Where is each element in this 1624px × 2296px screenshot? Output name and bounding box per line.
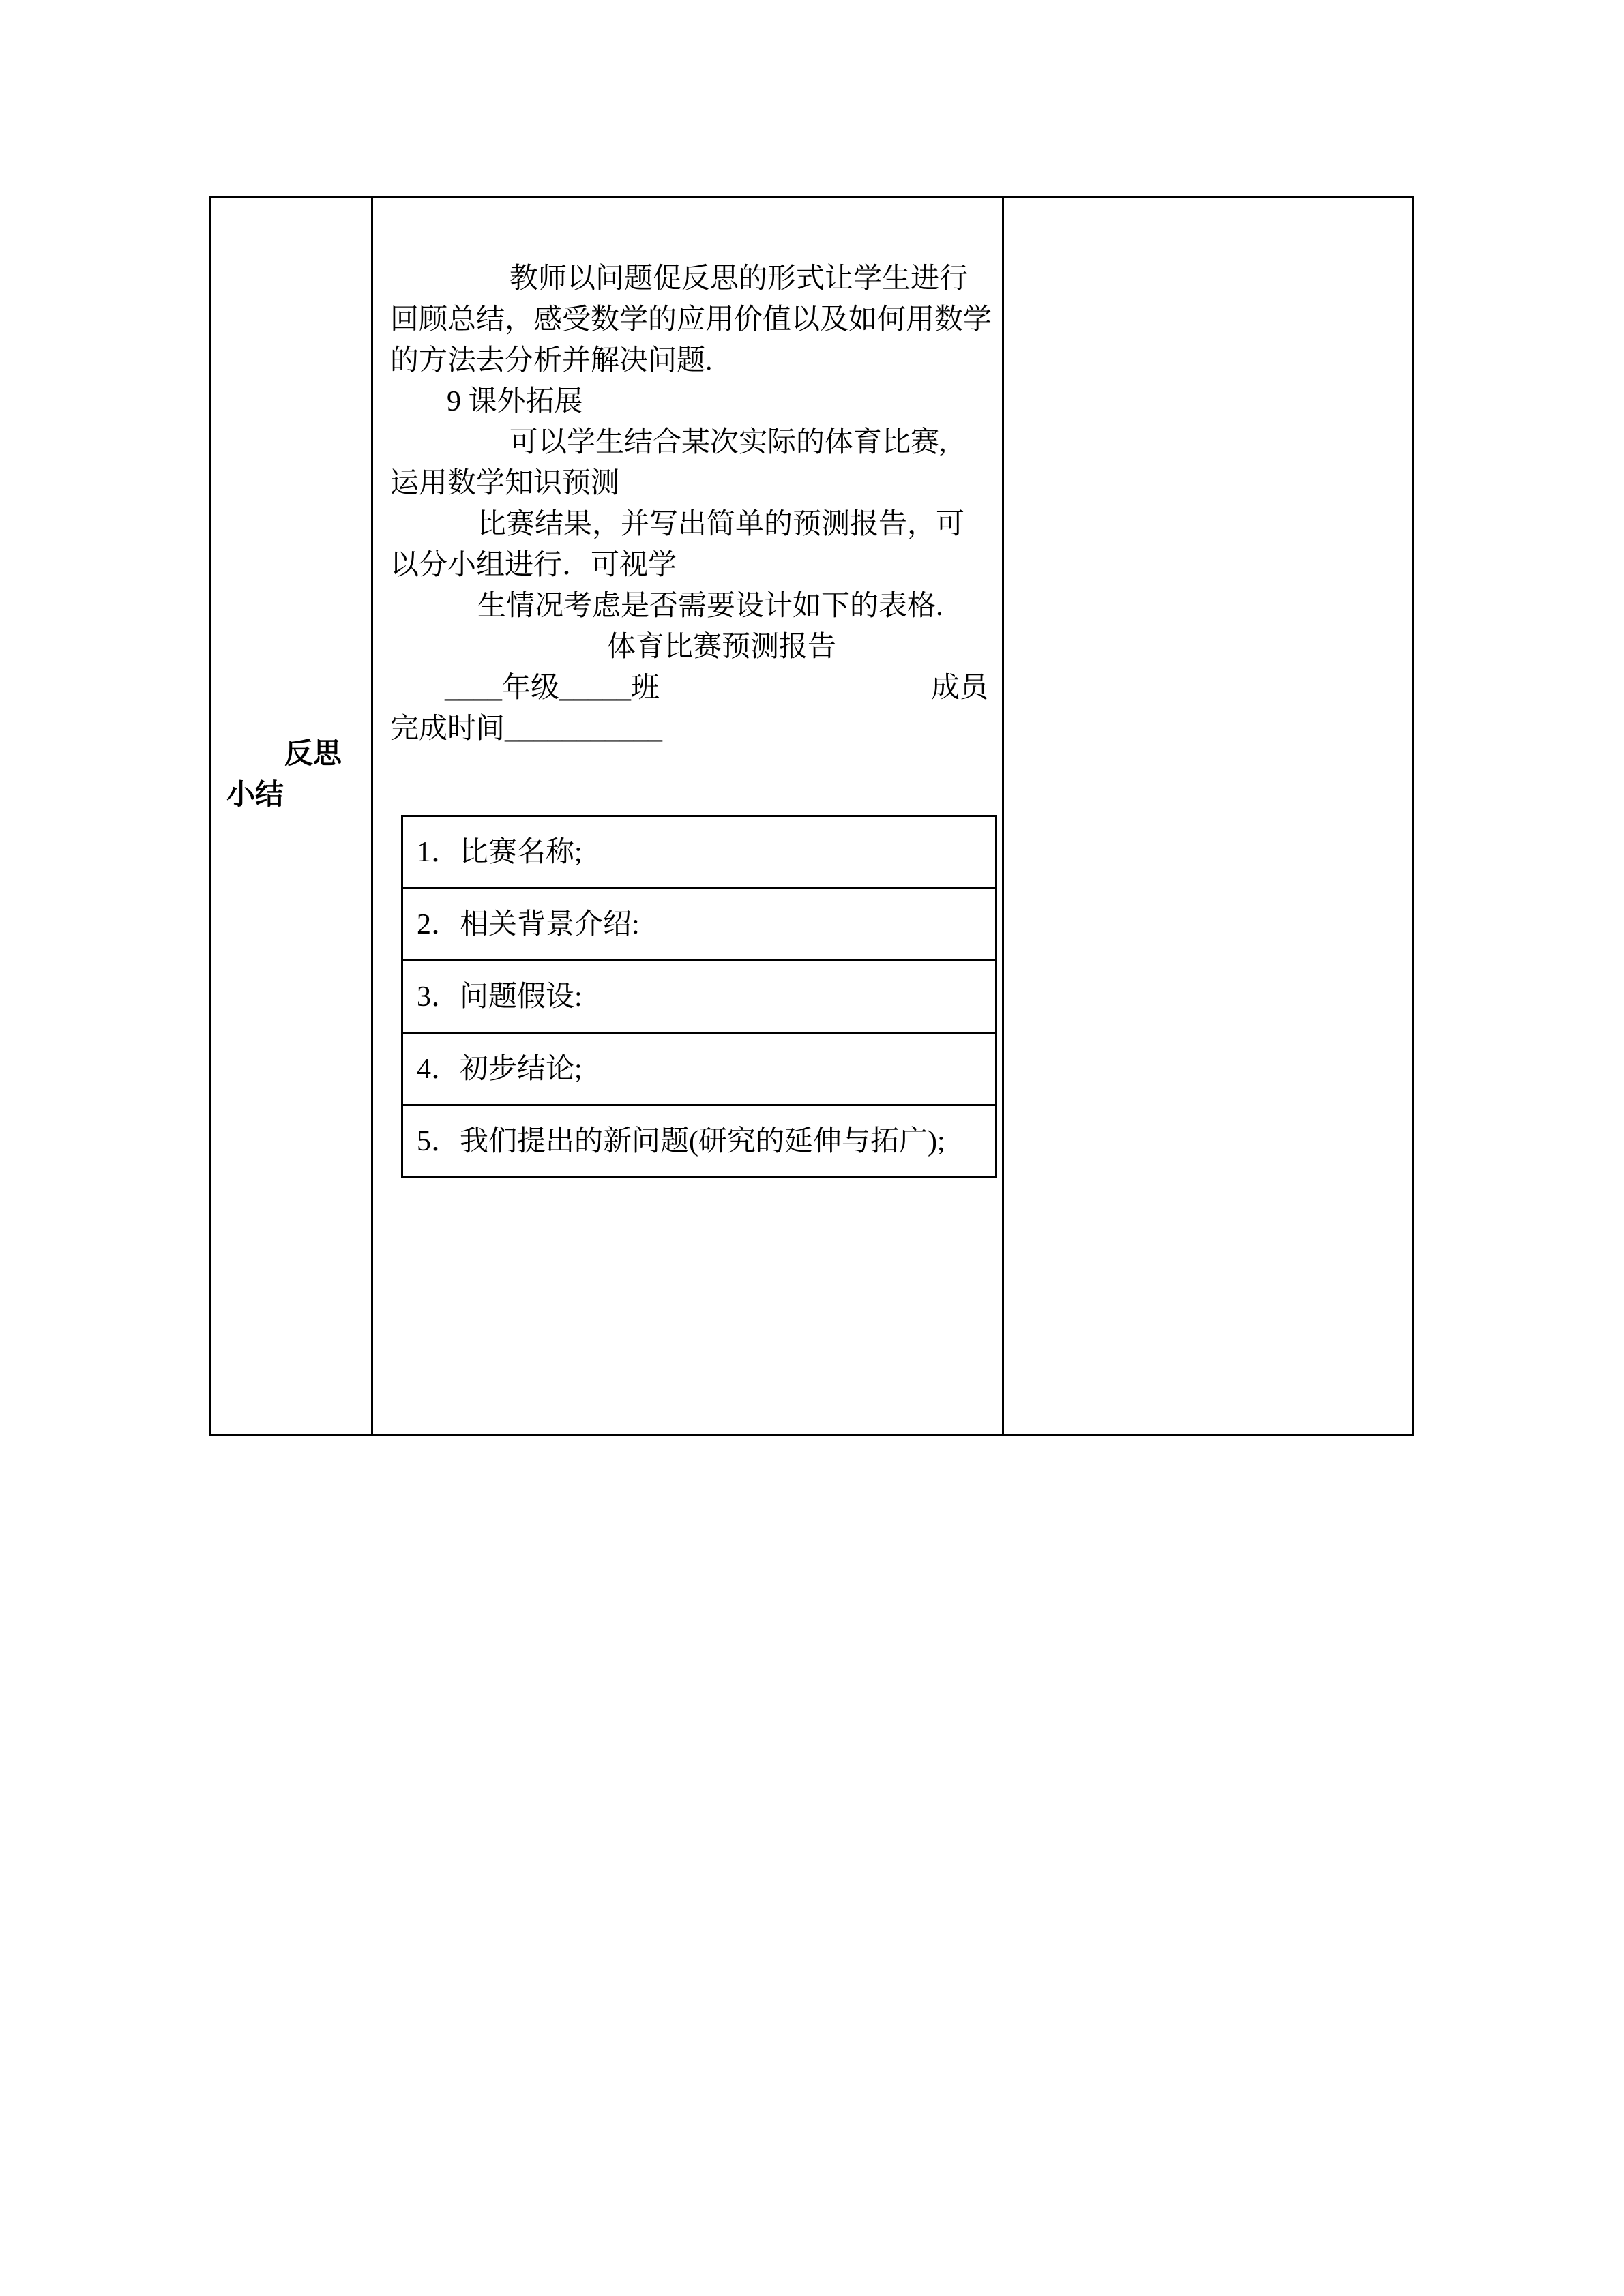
section-label-line2: 小结 xyxy=(226,779,284,811)
report-item-row-1: 1．比赛名称; xyxy=(417,836,582,868)
section-label xyxy=(211,734,371,816)
report-item-row-4: 4．初步结论; xyxy=(403,1032,995,1104)
content-line-8: 以分小组进行．可视学 xyxy=(390,550,677,581)
report-title: 体育比赛预测报告 xyxy=(607,631,837,663)
content-line-7: 比赛结果，并写出简单的预测报告，可 xyxy=(477,509,965,540)
report-item-row-5: 5．我们提出的新问题(研究的延伸与拓广); xyxy=(403,1104,995,1176)
content-line-1: 教师以问题促反思的形式让学生进行 xyxy=(510,263,969,295)
grade-class-blanks: ____年级_____班 xyxy=(445,672,660,704)
content-line-5: 可以学生结合某次实际的体育比赛, xyxy=(510,427,947,458)
content-line-4: 9 课外拓展 xyxy=(447,386,583,417)
cell-lesson-content xyxy=(373,198,1004,1434)
grade-class-line xyxy=(390,668,988,709)
content-line-6: 运用数学知识预测 xyxy=(390,468,620,499)
members-label: 成员 xyxy=(930,672,988,704)
content-line-9: 生情况考虑是否需要设计如下的表格. xyxy=(477,591,943,622)
report-items-table xyxy=(401,815,997,1178)
cell-section-label xyxy=(211,198,373,1434)
completion-time-line: 完成时间___________ xyxy=(390,713,663,745)
lesson-plan-table xyxy=(209,196,1414,1436)
report-item-row-2: 2．相关背景介绍: xyxy=(403,887,995,959)
content-line-3: 的方法去分析并解决问题. xyxy=(390,345,713,376)
content-line-2: 回顾总结，感受数学的应用价值以及如何用数学 xyxy=(390,304,992,336)
report-item-row-3: 3．问题假设: xyxy=(403,959,995,1032)
section-label-line1: 反思 xyxy=(284,739,342,770)
cell-empty xyxy=(1004,198,1412,1434)
